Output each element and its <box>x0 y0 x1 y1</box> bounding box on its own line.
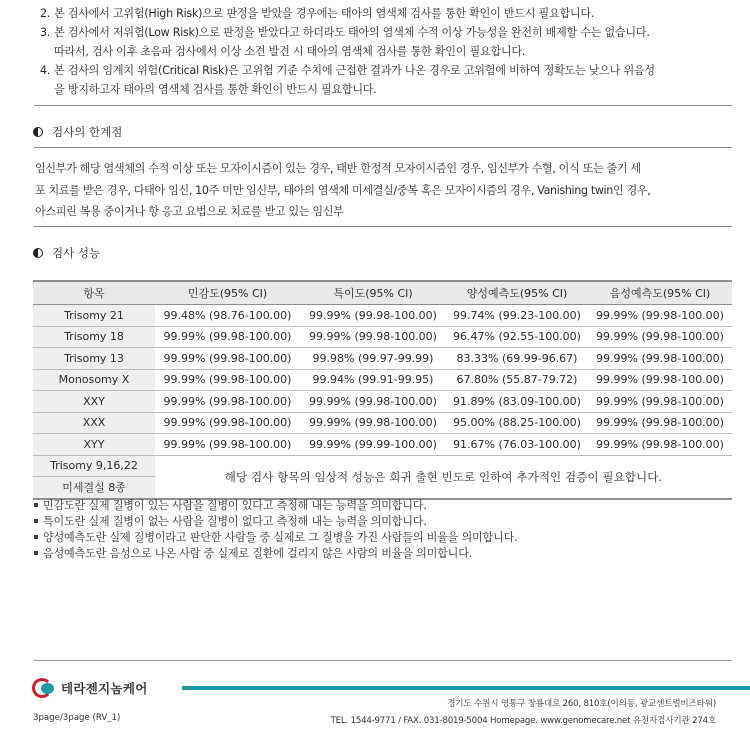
table-cell: 99.99% (99.98-100.00) <box>588 434 732 456</box>
note-line: 따라서, 검사 이후 초음파 검사에서 이상 소견 발견 시 태아의 염색체 검사를 통한 확인이 필요합니다. <box>54 45 526 58</box>
table-cell: 99.74% (99.23-100.00) <box>446 305 588 327</box>
bullet-square-icon <box>34 519 38 523</box>
company-address: 경기도 수원시 영통구 창룡대로 260, 810호(이의동, 광교센트럴비즈타워) <box>447 699 716 709</box>
limitations-text <box>35 158 735 223</box>
limitations-line: 포 치료를 받은 경우, 다태아 임신, 10주 미만 임신부, 태아의 염색체 미세결실/중복 혹은 모자이시즘의 경우, Vanishing twin인 경우, <box>35 183 651 197</box>
note-item <box>37 61 737 99</box>
row-item: Trisomy 9,16,22 <box>33 455 155 477</box>
table-row <box>33 434 732 456</box>
company-name: 테라젠지놈케어 <box>61 681 148 696</box>
table-cell: 99.99% (99.98-100.00) <box>300 305 446 327</box>
column-header: 민감도(95% CI) <box>155 281 300 305</box>
section-divider <box>34 226 732 227</box>
table-cell: 99.99% (99.98-100.00) <box>300 326 446 348</box>
column-header: 양성예측도(95% CI) <box>446 281 588 305</box>
section-divider <box>34 147 732 148</box>
row-item: XYY <box>33 434 155 456</box>
definition-text: 특이도란 실제 질병이 없는 사람을 질병이 없다고 측정해 내는 능력을 의미합니다. <box>43 515 427 528</box>
row-item: XXX <box>33 412 155 434</box>
row-item: XXY <box>33 391 155 413</box>
row-item: Trisomy 13 <box>33 348 155 370</box>
table-row <box>33 455 732 477</box>
note-item <box>37 4 737 23</box>
note-line: 본 검사에서 고위험(High Risk)으로 판정을 받았을 경우에는 태아의 염색체 검사를 통한 확인이 반드시 필요합니다. <box>54 7 595 20</box>
table-row <box>33 305 732 327</box>
limitations-title: 검사의 한계점 <box>52 125 123 139</box>
performance-title: 검사 성능 <box>52 246 101 260</box>
page-number: 3page/3page (RV_1) <box>33 713 121 723</box>
column-header: 특이도(95% CI) <box>300 281 446 305</box>
footer-accent-bar <box>182 686 750 690</box>
table-cell: 99.99% (99.98-100.00) <box>588 305 732 327</box>
table-cell: 95.00% (88.25-100.00) <box>446 412 588 434</box>
performance-table <box>33 280 732 500</box>
table-cell: 99.99% (99.98-100.00) <box>155 434 300 456</box>
validation-note: 해당 검사 항목의 임상적 성능은 희귀 출현 빈도로 인하여 추가적인 검증이 필요합니다. <box>155 455 732 499</box>
table-cell: 99.99% (99.98-100.00) <box>155 348 300 370</box>
limitations-heading <box>33 124 122 140</box>
half-circle-icon <box>33 248 43 258</box>
table-cell: 99.99% (99.98-100.00) <box>300 412 446 434</box>
table-cell: 99.98% (99.97-99.99) <box>300 348 446 370</box>
table-cell: 99.99% (99.98-100.00) <box>588 326 732 348</box>
performance-heading <box>33 245 100 261</box>
table-row <box>33 369 732 391</box>
table-cell: 99.99% (99.98-100.00) <box>588 369 732 391</box>
row-item: 미세결실 8종 <box>33 477 155 499</box>
note-item <box>37 23 737 61</box>
table-cell: 91.67% (76.03-100.00) <box>446 434 588 456</box>
table-cell: 99.99% (99.98-100.00) <box>155 369 300 391</box>
footer-divider <box>34 660 732 661</box>
footer-contact <box>331 696 716 729</box>
note-line: 본 검사의 임계치 위험(Critical Risk)은 고위험 기준 수치에 근접한 결과가 나온 경우로 고위험에 비하여 정확도는 낮으나 위음성 <box>54 64 655 77</box>
note-number: 3. <box>40 26 51 39</box>
table-cell: 99.99% (99.98-100.00) <box>300 391 446 413</box>
table-cell: 99.99% (99.98-100.00) <box>588 348 732 370</box>
table-cell: 67.80% (55.87-79.72) <box>446 369 588 391</box>
table-cell: 96.47% (92.55-100.00) <box>446 326 588 348</box>
section-divider <box>34 105 732 106</box>
table-cell: 91.89% (83.09-100.00) <box>446 391 588 413</box>
row-item: Monosomy X <box>33 369 155 391</box>
table-row <box>33 348 732 370</box>
table-row <box>33 326 732 348</box>
note-line: 을 방지하고자 태아의 염색체 검사를 통한 확인이 반드시 필요합니다. <box>54 83 377 96</box>
definition-text: 음성예측도란 음성으로 나온 사람 중 실제로 질환에 걸리지 않은 사람의 비율을 의미합니다. <box>43 547 473 560</box>
row-item: Trisomy 18 <box>33 326 155 348</box>
table-cell: 99.99% (99.99-100.00) <box>300 434 446 456</box>
column-header: 음성예측도(95% CI) <box>588 281 732 305</box>
table-cell: 83.33% (69.99-96.67) <box>446 348 588 370</box>
notes-list <box>37 4 737 99</box>
row-item: Trisomy 21 <box>33 305 155 327</box>
table-cell: 99.99% (99.98-100.00) <box>155 391 300 413</box>
limitations-line: 임신부가 해당 염색체의 수적 이상 또는 모자이시즘이 있는 경우, 태반 한정적 모자이시즘인 경우, 임신부가 수혈, 이식 또는 줄기 세 <box>35 162 641 175</box>
table-cell: 99.99% (99.98-100.00) <box>155 412 300 434</box>
column-header: 항목 <box>33 281 155 305</box>
definition-item <box>34 514 517 530</box>
table-cell: 99.99% (99.98-100.00) <box>588 412 732 434</box>
note-number: 2. <box>40 7 51 20</box>
note-line: 본 검사에서 저위험(Low Risk)으로 판정을 받았다고 하더라도 태아의 염색체 수적 이상 가능성을 완전히 배제할 수는 없습니다. <box>54 26 650 39</box>
definition-item <box>34 530 517 546</box>
table-row <box>33 391 732 413</box>
table-row <box>33 412 732 434</box>
table-cell: 99.99% (99.98-100.00) <box>155 326 300 348</box>
limitations-line: 아스피린 복용 중이거나 항 응고 요법으로 치료를 받고 있는 임신부 <box>35 205 344 218</box>
company-contact: TEL. 1544-9771 / FAX. 031-8019-5004 Homepage. www.genomecare.net 유전자검사기관 274호 <box>330 715 716 726</box>
definition-text: 양성예측도란 실제 질병이라고 판단한 사람들 중 실제로 그 질병을 가진 사람들의 비율을 의미합니다. <box>43 531 518 544</box>
bullet-square-icon <box>34 551 38 555</box>
note-number: 4. <box>40 64 51 77</box>
company-logo <box>32 678 148 698</box>
definition-item <box>34 498 517 514</box>
table-cell: 99.99% (99.98-100.00) <box>588 391 732 413</box>
definitions-list <box>34 498 517 562</box>
table-cell: 99.94% (99.91-99.95) <box>300 369 446 391</box>
logo-mark-icon <box>32 678 58 698</box>
table-header-row <box>33 281 732 305</box>
definition-item <box>34 546 517 562</box>
half-circle-icon <box>33 127 43 137</box>
definition-text: 민감도란 실제 질병이 있는 사람을 질병이 있다고 측정해 내는 능력을 의미합니다. <box>43 499 427 512</box>
table-cell: 99.48% (98.76-100.00) <box>155 305 300 327</box>
bullet-square-icon <box>34 535 38 539</box>
bullet-square-icon <box>34 503 38 507</box>
